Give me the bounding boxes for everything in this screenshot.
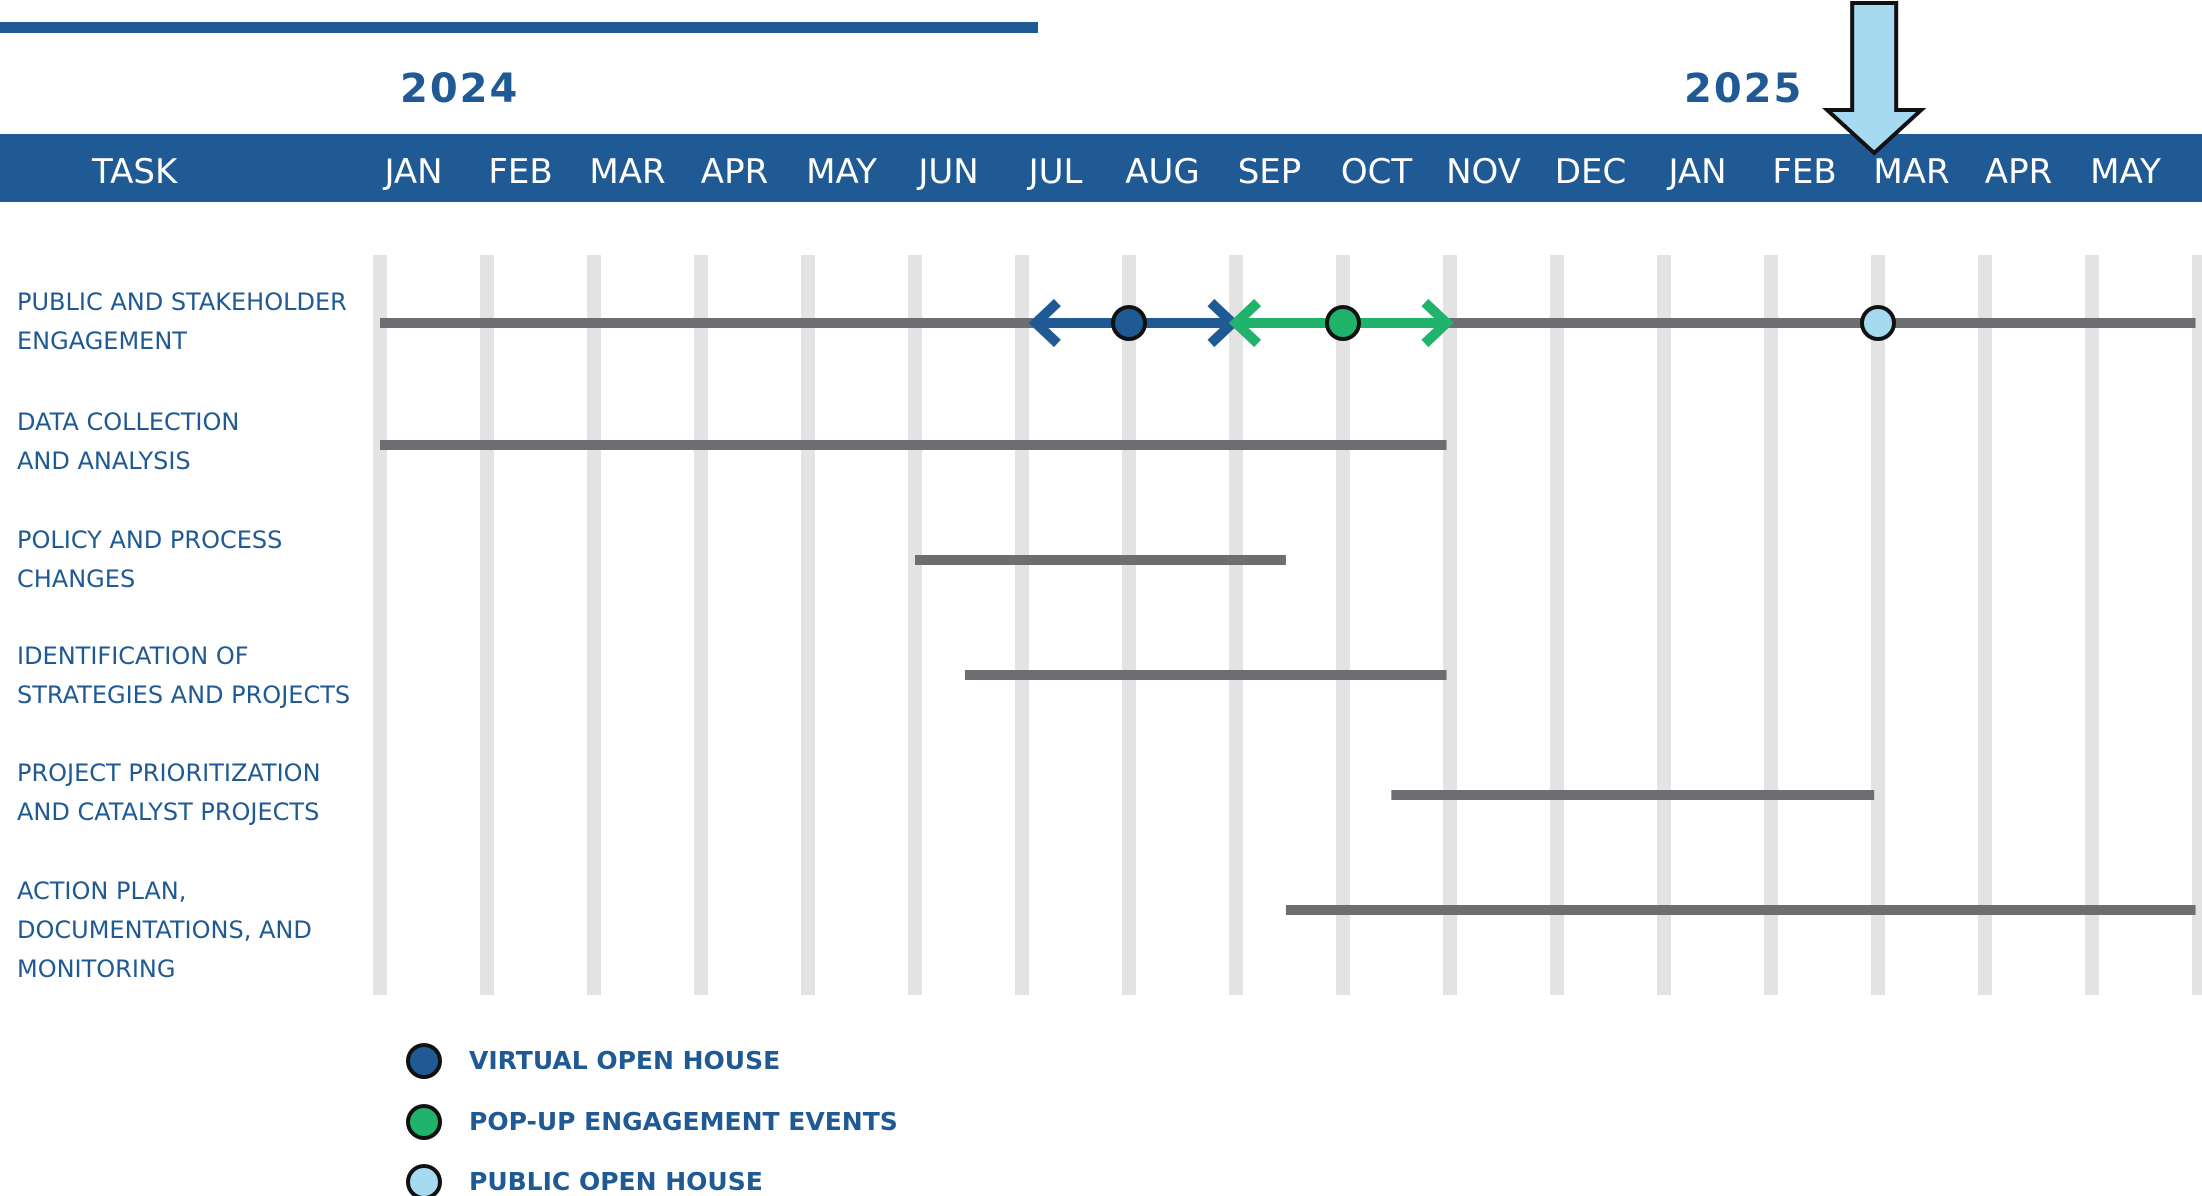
- month-label-6: JUL: [1028, 152, 1083, 192]
- legend-marker-0: [408, 1045, 440, 1077]
- task-bar-2: [915, 555, 1286, 565]
- gridline-12: [1657, 255, 1671, 995]
- month-label-5: JUN: [918, 152, 979, 192]
- month-label-3: APR: [700, 152, 769, 192]
- month-label-2: MAR: [589, 152, 666, 192]
- month-label-15: APR: [1984, 152, 2053, 192]
- event-marker-2: [1862, 307, 1894, 339]
- month-label-10: NOV: [1446, 152, 1521, 192]
- gridline-5: [908, 255, 922, 995]
- month-label-0: JAN: [384, 152, 443, 192]
- gridline-7: [1122, 255, 1136, 995]
- year-label-1: 2025: [1684, 66, 1804, 112]
- month-label-16: MAY: [2090, 152, 2161, 192]
- month-label-14: MAR: [1873, 152, 1950, 192]
- gridline-10: [1443, 255, 1457, 995]
- gridline-16: [2085, 255, 2099, 995]
- gridline-13: [1764, 255, 1778, 995]
- task-bar-4: [1391, 790, 1874, 800]
- gridline-14: [1871, 255, 1885, 995]
- month-label-12: JAN: [1668, 152, 1727, 192]
- task-label-4: PROJECT PRIORITIZATION AND CATALYST PROJECTS: [17, 759, 321, 826]
- gridline-2: [587, 255, 601, 995]
- gridline-4: [801, 255, 815, 995]
- legend-label-0: VIRTUAL OPEN HOUSE: [469, 1046, 781, 1075]
- task-bar-1: [380, 440, 1447, 450]
- gridline-9: [1336, 255, 1350, 995]
- legend-marker-2: [408, 1166, 440, 1196]
- gridline-0: [373, 255, 387, 995]
- gridline-11: [1550, 255, 1564, 995]
- task-label-0: PUBLIC AND STAKEHOLDER ENGAGEMENT: [17, 288, 347, 355]
- task-label-5: ACTION PLAN, DOCUMENTATIONS, AND MONITORING: [17, 877, 312, 983]
- gridline-17: [2192, 255, 2202, 995]
- task-label-3: IDENTIFICATION OF STRATEGIES AND PROJECTS: [17, 642, 351, 709]
- current-date-arrow: [1827, 3, 1921, 153]
- task-bar-3: [965, 670, 1447, 680]
- month-label-7: AUG: [1125, 152, 1200, 192]
- legend-marker-1: [408, 1106, 440, 1138]
- month-label-1: FEB: [488, 152, 553, 192]
- month-label-8: SEP: [1237, 152, 1302, 192]
- gridline-8: [1229, 255, 1243, 995]
- task-bar-5: [1286, 905, 2196, 915]
- month-label-13: FEB: [1772, 152, 1837, 192]
- task-label-1: DATA COLLECTION AND ANALYSIS: [17, 408, 240, 475]
- gridline-1: [480, 255, 494, 995]
- event-marker-1: [1327, 307, 1359, 339]
- event-marker-0: [1113, 307, 1145, 339]
- gridline-6: [1015, 255, 1029, 995]
- legend-label-1: POP-UP ENGAGEMENT EVENTS: [469, 1107, 898, 1136]
- task-column-header: TASK: [92, 152, 178, 192]
- year-label-0: 2024: [400, 66, 520, 112]
- month-label-9: OCT: [1340, 152, 1413, 192]
- gridline-15: [1978, 255, 1992, 995]
- month-label-11: DEC: [1554, 152, 1627, 192]
- legend-label-2: PUBLIC OPEN HOUSE: [469, 1167, 763, 1196]
- task-label-2: POLICY AND PROCESS CHANGES: [17, 526, 283, 593]
- gridline-3: [694, 255, 708, 995]
- month-label-4: MAY: [806, 152, 877, 192]
